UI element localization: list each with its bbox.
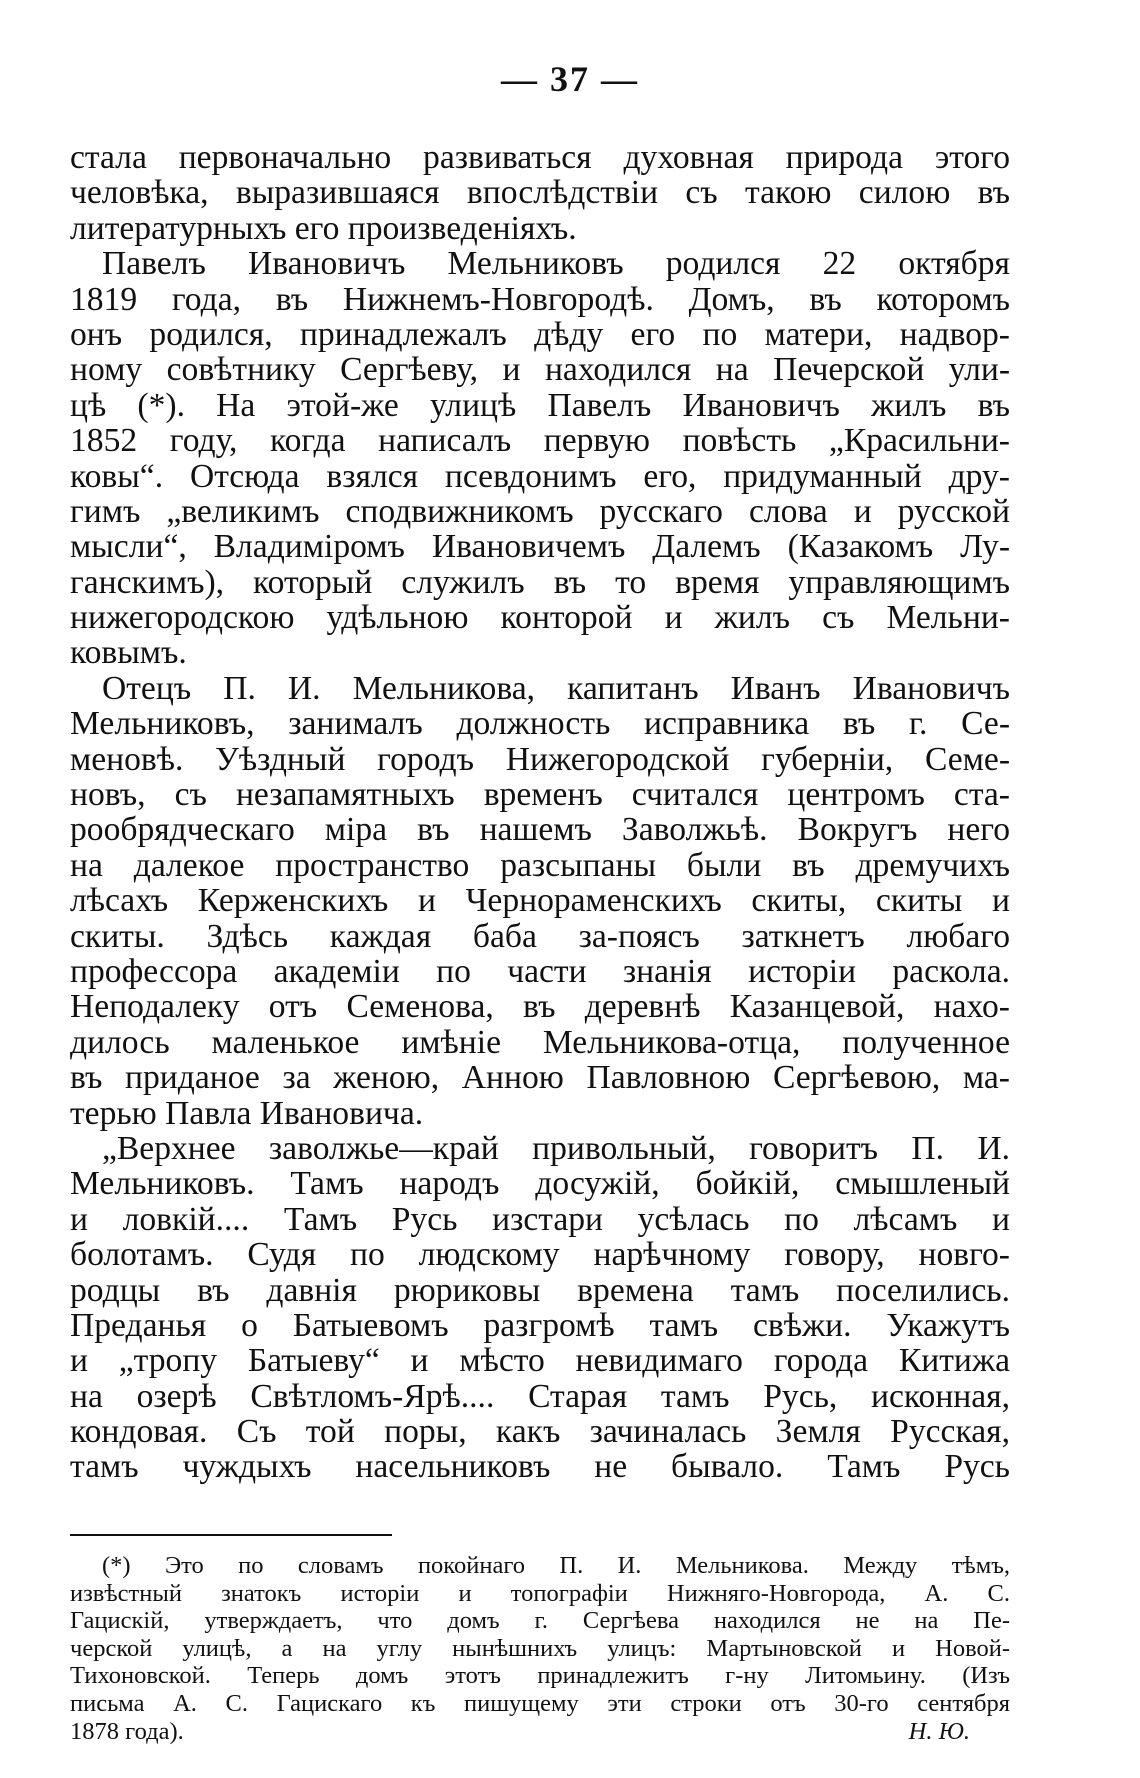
text-line: на озерѣ Свѣтломъ-Ярѣ.... Старая тамъ Русь, исконная,: [70, 1378, 1010, 1415]
text-line: нижегородскою удѣльною конторой и жилъ съ Мельни-: [70, 600, 1010, 636]
footnote-line: письма А. С. Гацискаго къ пишущему эти строки отъ 30-го сентября: [70, 1689, 1010, 1717]
text-line: Неподалеку отъ Семенова, въ деревнѣ Казанцевой, нахо-: [70, 989, 1010, 1025]
text-line: Преданья о Батыевомъ разгромѣ тамъ свѣжи. Укажутъ: [70, 1307, 1010, 1344]
footnote-signature: Н. Ю.: [908, 1717, 970, 1745]
text-line: родцы въ давнія рюриковы времена тамъ поселились.: [70, 1272, 1010, 1308]
text-line: ганскимъ), который служилъ въ то время управляющимъ: [70, 564, 1010, 601]
body-text: [70, 140, 1010, 1485]
text-line: онъ родился, принадлежалъ дѣду его по матери, надвор-: [70, 316, 1010, 353]
text-line: на далекое пространство разсыпаны были въ дремучихъ: [70, 847, 1010, 884]
text-line: Мельниковъ. Тамъ народъ досужій, бойкій, смышленый: [70, 1166, 1010, 1202]
footnote-line: черской улицѣ, а на углу нынѣшнихъ улицъ: Мартыновской и Новой-: [70, 1634, 1010, 1662]
footnote-line: 1878 года).: [70, 1717, 184, 1745]
page-number: — 37 —: [501, 59, 639, 99]
text-line: лѣсахъ Керженскихъ и Чернораменскихъ скиты, скиты и: [70, 883, 1010, 919]
text-line: Мельниковъ, занималъ должность исправника въ г. Се-: [70, 706, 1010, 742]
text-line: ному совѣтнику Сергѣеву, и находился на Печерской ули-: [70, 352, 1010, 388]
text-line: Павелъ Ивановичъ Мельниковъ родился 22 октября: [102, 246, 1010, 282]
text-line: болотамъ. Судя по людскому нарѣчному говору, новго-: [70, 1237, 1010, 1273]
footnote-line: Тихоновской. Теперь домъ этотъ принадлежитъ г-ну Литомьину. (Изъ: [70, 1662, 1010, 1690]
text-line: мысли“, Владиміромъ Ивановичемъ Далемъ (Казакомъ Лу-: [70, 529, 1010, 565]
text-line: тамъ чуждыхъ насельниковъ не бывало. Тамъ Русь: [70, 1449, 1010, 1485]
text-line: терью Павла Ивановича.: [70, 1095, 424, 1131]
footnote-line: (*) Это по словамъ покойнаго П. И. Мельникова. Между тѣмъ,: [102, 1552, 1010, 1579]
text-line: цѣ (*). На этой-же улицѣ Павелъ Ивановичъ жилъ въ: [70, 387, 1010, 424]
text-line: 1852 году, когда написалъ первую повѣсть „Красильни-: [70, 423, 1010, 459]
text-line: профессора академіи по части знанія исторіи раскола.: [70, 953, 1010, 990]
footnote-line: извѣстный знатокъ исторіи и топографіи Нижняго-Новгорода, А. С.: [70, 1579, 1010, 1607]
text-line: рообрядческаго міра въ нашемъ Заволжьѣ. Вокругъ него: [70, 812, 1010, 848]
text-line: въ приданое за женою, Анною Павловною Сергѣевою, ма-: [70, 1060, 1010, 1096]
text-line: Отецъ П. И. Мельникова, капитанъ Иванъ Ивановичъ: [102, 670, 1010, 707]
footnote-line: Гацискій, утверждаетъ, что домъ г. Сергѣева находился не на Пе-: [70, 1607, 1010, 1635]
text-line: меновѣ. Уѣздный городъ Нижегородской губерніи, Семе-: [70, 741, 1010, 778]
text-line: и ловкій.... Тамъ Русь изстари усѣлась по лѣсамъ и: [70, 1201, 1010, 1238]
footnote-last-line: [70, 1718, 1010, 1746]
text-line: гимъ „великимъ сподвижникомъ русскаго слова и русской: [70, 493, 1010, 530]
text-line: человѣка, выразившаяся впослѣдствіи съ такою силою въ: [70, 175, 1010, 211]
text-line: и „тропу Батыеву“ и мѣсто невидимаго города Китижа: [70, 1343, 1010, 1379]
text-line: кондовая. Съ той поры, какъ зачиналась Земля Русская,: [70, 1414, 1010, 1450]
footnote-divider: [70, 1534, 392, 1536]
text-line: ковымъ.: [70, 635, 187, 671]
text-line: ковы“. Отсюда взялся псевдонимъ его, придуманный дру-: [70, 458, 1010, 494]
text-line: 1819 года, въ Нижнемъ-Новгородѣ. Домъ, въ которомъ: [70, 281, 1010, 317]
text-line: новъ, съ незапамятныхъ временъ считался центромъ ста-: [70, 777, 1010, 813]
text-line: „Верхнее заволжье—край привольный, говоритъ П. И.: [102, 1130, 1010, 1167]
text-line: дилось маленькое имѣніе Мельникова-отца, полученное: [70, 1024, 1010, 1061]
text-line: литературныхъ его произведеніяхъ.: [70, 210, 577, 247]
footnote: [70, 1552, 1010, 1745]
text-line: стала первоначально развиваться духовная природа этого: [70, 140, 1010, 176]
text-line: скиты. Здѣсь каждая баба за-поясъ заткнетъ любаго: [70, 918, 1010, 954]
